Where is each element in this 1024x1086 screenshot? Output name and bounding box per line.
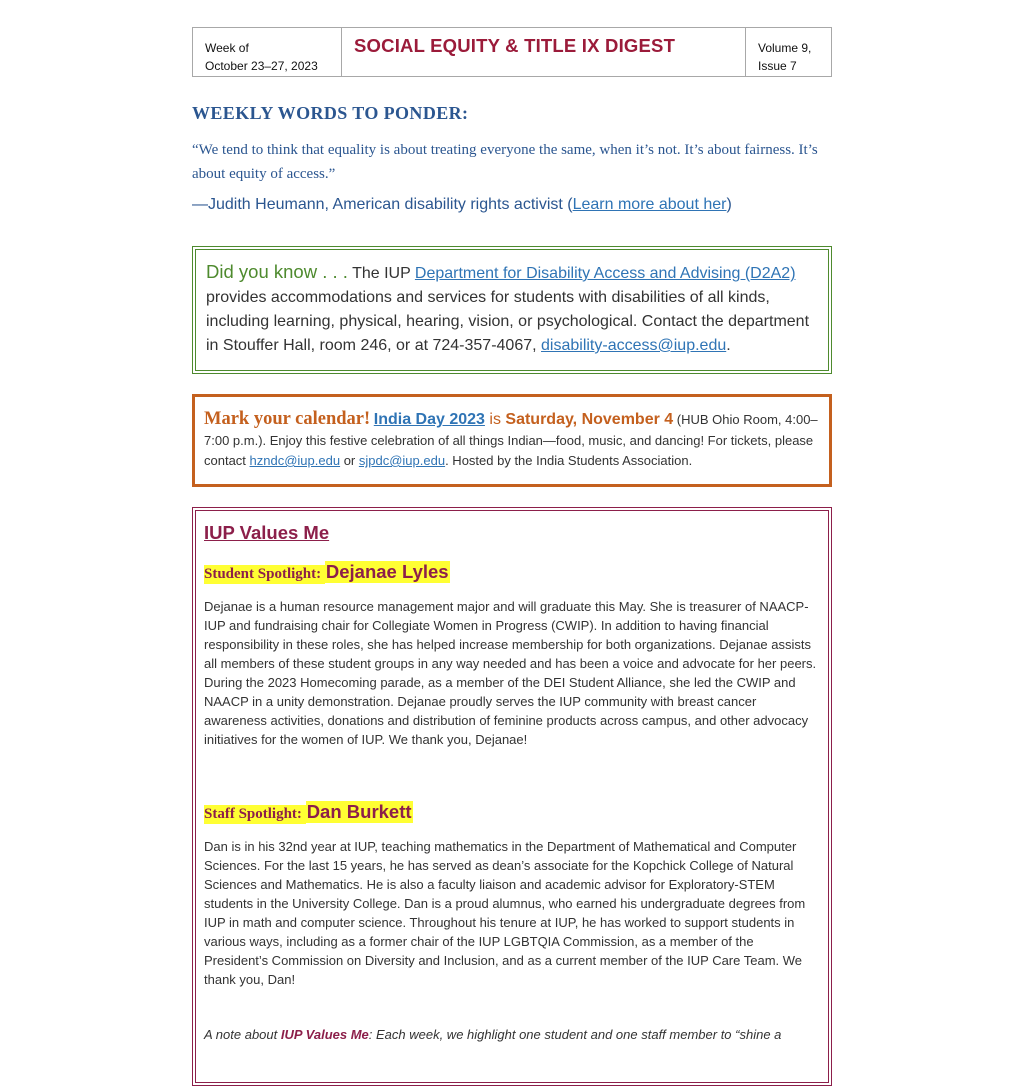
calendar-or: or: [340, 453, 359, 468]
calendar-lead: Mark your calendar!: [204, 409, 371, 429]
staff-spotlight-heading: [204, 801, 818, 823]
disability-email-link[interactable]: disability-access@iup.edu: [541, 337, 727, 354]
did-you-know-content: [195, 249, 829, 371]
sjpdc-email-link[interactable]: sjpdc@iup.edu: [358, 453, 446, 468]
dyk-text-1: The IUP: [347, 265, 415, 282]
masthead: [192, 27, 832, 77]
values-content: [195, 510, 829, 1083]
did-you-know-box: [192, 246, 832, 374]
quote-attribution: [192, 196, 832, 214]
volume-cell: [745, 28, 831, 76]
ponder-quote: “We tend to think that equality is about treating everyone the same, when it’s not. It’s about fairness. It’s about equity of access.”: [192, 142, 818, 182]
issue-label: Issue 7: [758, 59, 797, 73]
d2a2-link[interactable]: Department for Disability Access and Advising (D2A2): [414, 265, 796, 282]
staff-spotlight-label: Staff Spotlight:: [204, 805, 302, 822]
staff-spotlight-body: Dan is in his 32nd year at IUP, teaching mathematics in the Department of Mathematical and Computer Sciences. For the last 15 years, he has served as dean’s associate for the Kopchick College of Natural Sciences and Mathematics. He is also a faculty liaison and academic advisor for Exploratory-STEM students in the University College. Dan is a proud alumnus, who earned his undergraduate degrees from IUP in math and computer science. Throughout his tenure at IUP, he has worked to support students in various ways, including as a former chair of the IUP LGBTQIA Commission, as a member of the President’s Commission on Diversity and Inclusion, and as a current member of the IUP Care Team. We thank you, Dan!: [204, 838, 806, 987]
digest-page: [192, 27, 832, 1086]
week-label: Week of: [205, 41, 249, 55]
note-text: : Each week, we highlight one student and one staff member to “shine a: [368, 1026, 782, 1042]
student-spotlight-heading: [204, 561, 818, 583]
week-cell: [193, 28, 342, 76]
note-bold: IUP Values Me: [280, 1026, 369, 1042]
digest-title: SOCIAL EQUITY & TITLE IX DIGEST: [354, 35, 676, 56]
dyk-text-2: provides accommodations and services for students with disabilities of all kinds, including learning, physical, hearing, vision, or psychological. Contact the department in Stouffer Hall, room 246, or at 724-357-4067,: [206, 289, 810, 354]
values-title: IUP Values Me: [204, 521, 330, 543]
calendar-text-1: (HUB Ohio Room, 4:00–7:00 p.m.). Enjoy this festive celebration of all things Indian—food, music, and dancing! For tickets, please contact: [204, 412, 818, 468]
attribution-close: ): [726, 196, 732, 213]
event-date: Saturday, November 4: [505, 411, 674, 428]
staff-name: Dan Burkett: [306, 800, 412, 822]
attribution-text: —Judith Heumann, American disability rights activist (: [192, 196, 573, 213]
week-dates: October 23–27, 2023: [205, 59, 318, 73]
student-name: Dejanae Lyles: [325, 560, 449, 582]
values-box: [192, 507, 832, 1086]
student-spotlight-label: Student Spotlight:: [204, 565, 322, 582]
volume-label: Volume 9,: [758, 41, 812, 55]
calendar-box: [192, 394, 832, 487]
ponder-heading: WEEKLY WORDS TO PONDER:: [192, 103, 469, 123]
note-prefix: A note about: [204, 1026, 281, 1042]
calendar-text-2: . Hosted by the India Students Association.: [445, 453, 693, 468]
student-spotlight-body: Dejanae is a human resource management major and will graduate this May. She is treasurer of NAACP-IUP and fundraising chair for Collegiate Women in Progress (CWIP). In addition to having financial responsibility in these roles, she has helped increase membership for both organizations. Dejanae assists all members of these student groups in any way needed and has been a voice and advocate for her peers. During the 2023 Homecoming parade, as a member of the DEI Student Alliance, she led the CWIP and NAACP in a unity demonstration. Dejanae proudly serves the IUP community with breast cancer awareness activities, donations and distribution of feminine products across campus, and other advocacy initiatives for the women of IUP. We thank you, Dejanae!: [204, 598, 817, 747]
dyk-text-3: .: [726, 337, 731, 354]
title-cell: [342, 28, 745, 76]
hzndc-email-link[interactable]: hzndc@iup.edu: [249, 453, 341, 468]
learn-more-link[interactable]: Learn more about her: [572, 196, 727, 213]
values-note: [204, 1027, 818, 1042]
did-you-know-lead: Did you know . . .: [206, 261, 348, 282]
calendar-is: is: [484, 411, 506, 428]
india-day-link[interactable]: India Day 2023: [373, 411, 485, 428]
